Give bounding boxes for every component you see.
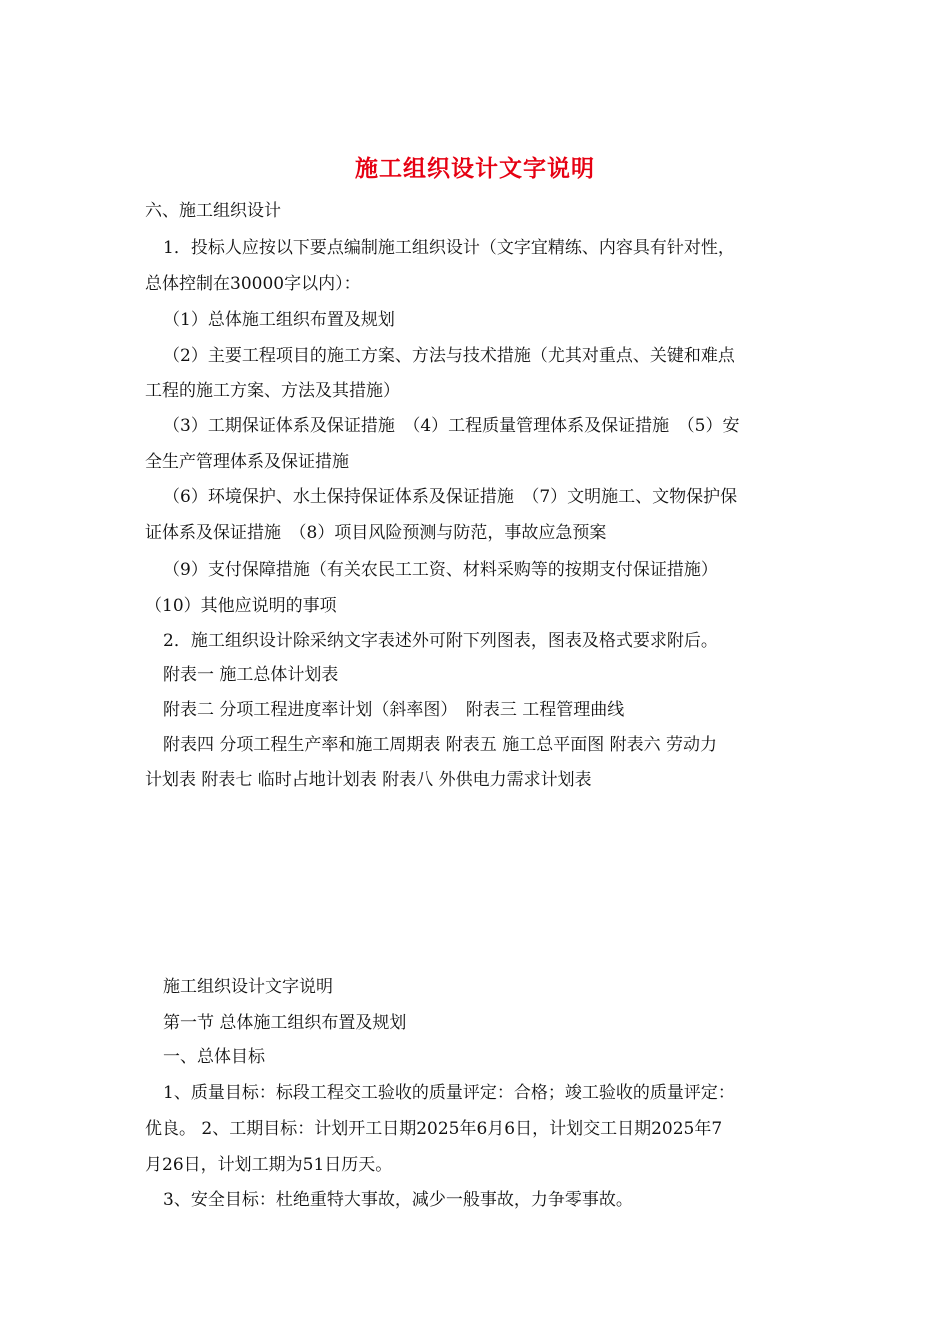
paragraph-line: 证体系及保证措施 （8）项目风险预测与防范，事故应急预案 xyxy=(145,523,607,543)
list-item: （9）支付保障措施（有关农民工工资、材料采购等的按期支付保证措施） xyxy=(163,560,718,580)
paragraph-line: 全生产管理体系及保证措施 xyxy=(145,452,349,472)
appendix-line: 附表四 分项工程生产率和施工周期表 附表五 施工总平面图 附表六 劳动力 xyxy=(163,735,718,755)
appendix-line: 附表二 分项工程进度率计划（斜率图） 附表三 工程管理曲线 xyxy=(163,700,625,720)
list-item: （2）主要工程项目的施工方案、方法与技术措施（尤其对重点、关键和难点 xyxy=(163,346,735,366)
section-heading: 六、施工组织设计 xyxy=(145,201,281,221)
paragraph-line: 2．施工组织设计除采纳文字表述外可附下列图表，图表及格式要求附后。 xyxy=(163,631,718,651)
list-item: （10）其他应说明的事项 xyxy=(145,596,337,616)
second-title: 施工组织设计文字说明 xyxy=(163,977,333,997)
list-item: （1）总体施工组织布置及规划 xyxy=(163,310,395,330)
paragraph-line: 总体控制在30000字以内）： xyxy=(145,274,361,294)
paragraph-line: 1、质量目标：标段工程交工验收的质量评定：合格；竣工验收的质量评定： xyxy=(163,1083,735,1103)
paragraph-line: 优良。 2、工期目标：计划开工日期2025年6月6日，计划交工日期2025年7 xyxy=(145,1119,723,1139)
paragraph-line: 3、安全目标：杜绝重特大事故，减少一般事故，力争零事故。 xyxy=(163,1190,633,1210)
appendix-line: 附表一 施工总体计划表 xyxy=(163,665,339,685)
subsection-heading: 一、总体目标 xyxy=(163,1047,265,1067)
section-heading: 第一节 总体施工组织布置及规划 xyxy=(163,1013,407,1033)
list-item: （6）环境保护、水土保持保证体系及保证措施 （7）文明施工、文物保护保 xyxy=(163,487,738,507)
appendix-line: 计划表 附表七 临时占地计划表 附表八 外供电力需求计划表 xyxy=(145,770,592,790)
paragraph-line: 工程的施工方案、方法及其措施） xyxy=(145,381,400,401)
document-title: 施工组织设计文字说明 xyxy=(355,155,595,182)
paragraph-line: 月26日，计划工期为51日历天。 xyxy=(145,1155,393,1175)
paragraph-line: 1．投标人应按以下要点编制施工组织设计（文字宜精练、内容具有针对性， xyxy=(163,238,735,258)
list-item: （3）工期保证体系及保证措施 （4）工程质量管理体系及保证措施 （5）安 xyxy=(163,416,740,436)
